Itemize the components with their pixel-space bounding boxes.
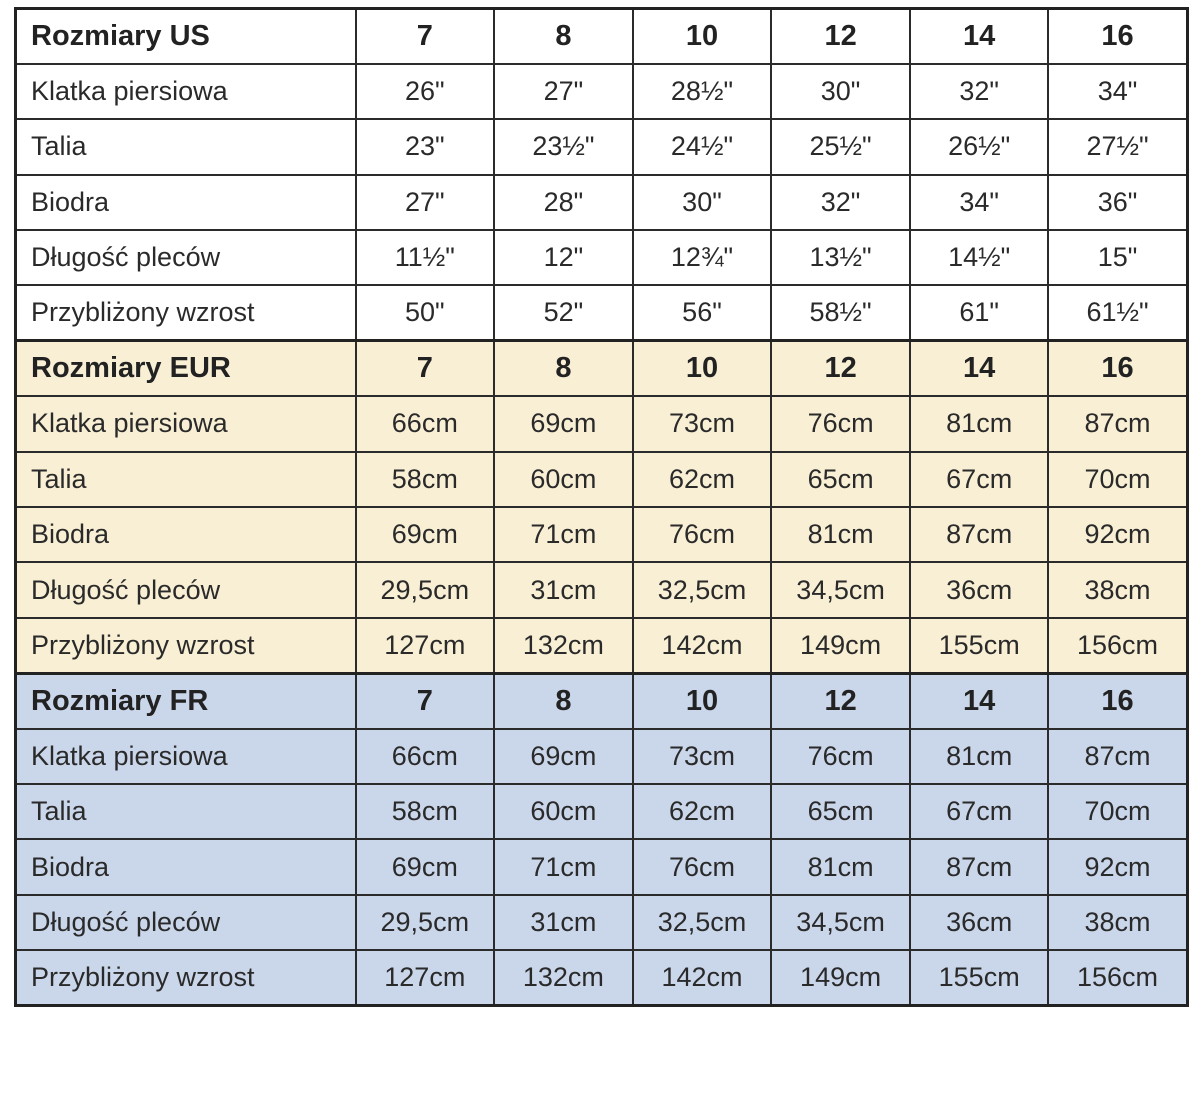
measurement-cell: 69cm	[356, 839, 495, 894]
measurement-cell: 61"	[910, 285, 1049, 340]
row-label: Długość pleców	[16, 895, 356, 950]
measurement-cell: 27"	[356, 175, 495, 230]
row-label: Talia	[16, 784, 356, 839]
size-header-cell: 8	[494, 673, 633, 728]
measurement-cell: 149cm	[771, 950, 910, 1005]
measurement-cell: 29,5cm	[356, 562, 495, 617]
measurement-cell: 67cm	[910, 784, 1049, 839]
row-label: Klatka piersiowa	[16, 396, 356, 451]
section-header-row	[16, 673, 1188, 728]
measurement-cell: 28"	[494, 175, 633, 230]
measurement-cell: 34,5cm	[771, 562, 910, 617]
measurement-cell: 58cm	[356, 452, 495, 507]
measurement-cell: 66cm	[356, 396, 495, 451]
row-label: Biodra	[16, 839, 356, 894]
size-chart-table	[14, 7, 1189, 1007]
size-header-cell: 10	[633, 673, 772, 728]
measurement-cell: 81cm	[910, 729, 1049, 784]
table-row	[16, 175, 1188, 230]
size-header-cell: 12	[771, 341, 910, 396]
row-label: Biodra	[16, 507, 356, 562]
measurement-cell: 69cm	[494, 396, 633, 451]
measurement-cell: 155cm	[910, 618, 1049, 673]
table-row	[16, 618, 1188, 673]
measurement-cell: 34"	[910, 175, 1049, 230]
measurement-cell: 127cm	[356, 618, 495, 673]
measurement-cell: 23½"	[494, 119, 633, 174]
measurement-cell: 31cm	[494, 895, 633, 950]
table-row	[16, 452, 1188, 507]
measurement-cell: 71cm	[494, 839, 633, 894]
size-header-cell: 12	[771, 673, 910, 728]
measurement-cell: 60cm	[494, 452, 633, 507]
measurement-cell: 50"	[356, 285, 495, 340]
measurement-cell: 29,5cm	[356, 895, 495, 950]
measurement-cell: 87cm	[1048, 396, 1187, 451]
measurement-cell: 34,5cm	[771, 895, 910, 950]
size-header-cell: 12	[771, 9, 910, 64]
measurement-cell: 156cm	[1048, 618, 1187, 673]
measurement-cell: 73cm	[633, 396, 772, 451]
measurement-cell: 24½"	[633, 119, 772, 174]
measurement-cell: 142cm	[633, 950, 772, 1005]
measurement-cell: 30"	[771, 64, 910, 119]
size-header-cell: 7	[356, 673, 495, 728]
table-row	[16, 507, 1188, 562]
measurement-cell: 76cm	[771, 729, 910, 784]
measurement-cell: 76cm	[633, 839, 772, 894]
size-header-cell: 7	[356, 9, 495, 64]
section-title: Rozmiary US	[16, 9, 356, 64]
section-header-row	[16, 341, 1188, 396]
measurement-cell: 14½"	[910, 230, 1049, 285]
measurement-cell: 31cm	[494, 562, 633, 617]
measurement-cell: 36cm	[910, 562, 1049, 617]
section-fr	[16, 673, 1188, 1005]
measurement-cell: 76cm	[633, 507, 772, 562]
size-header-cell: 16	[1048, 9, 1187, 64]
table-row	[16, 950, 1188, 1005]
size-header-cell: 7	[356, 341, 495, 396]
measurement-cell: 60cm	[494, 784, 633, 839]
measurement-cell: 58cm	[356, 784, 495, 839]
measurement-cell: 38cm	[1048, 895, 1187, 950]
measurement-cell: 62cm	[633, 784, 772, 839]
table-row	[16, 119, 1188, 174]
row-label: Talia	[16, 452, 356, 507]
table-row	[16, 64, 1188, 119]
measurement-cell: 26"	[356, 64, 495, 119]
measurement-cell: 73cm	[633, 729, 772, 784]
measurement-cell: 87cm	[910, 507, 1049, 562]
measurement-cell: 92cm	[1048, 839, 1187, 894]
measurement-cell: 30"	[633, 175, 772, 230]
row-label: Klatka piersiowa	[16, 729, 356, 784]
measurement-cell: 65cm	[771, 452, 910, 507]
measurement-cell: 12¾"	[633, 230, 772, 285]
measurement-cell: 69cm	[494, 729, 633, 784]
measurement-cell: 142cm	[633, 618, 772, 673]
measurement-cell: 58½"	[771, 285, 910, 340]
measurement-cell: 27"	[494, 64, 633, 119]
measurement-cell: 61½"	[1048, 285, 1187, 340]
size-header-cell: 16	[1048, 341, 1187, 396]
size-header-cell: 10	[633, 9, 772, 64]
row-label: Talia	[16, 119, 356, 174]
table-row	[16, 784, 1188, 839]
measurement-cell: 62cm	[633, 452, 772, 507]
measurement-cell: 32"	[910, 64, 1049, 119]
size-header-cell: 14	[910, 9, 1049, 64]
measurement-cell: 70cm	[1048, 452, 1187, 507]
measurement-cell: 34"	[1048, 64, 1187, 119]
measurement-cell: 156cm	[1048, 950, 1187, 1005]
section-header-row	[16, 9, 1188, 64]
measurement-cell: 67cm	[910, 452, 1049, 507]
measurement-cell: 81cm	[910, 396, 1049, 451]
table-row	[16, 285, 1188, 340]
table-row	[16, 562, 1188, 617]
section-title: Rozmiary EUR	[16, 341, 356, 396]
size-header-cell: 16	[1048, 673, 1187, 728]
section-eur	[16, 341, 1188, 673]
measurement-cell: 27½"	[1048, 119, 1187, 174]
row-label: Przybliżony wzrost	[16, 285, 356, 340]
measurement-cell: 52"	[494, 285, 633, 340]
measurement-cell: 81cm	[771, 507, 910, 562]
measurement-cell: 11½"	[356, 230, 495, 285]
measurement-cell: 149cm	[771, 618, 910, 673]
measurement-cell: 36"	[1048, 175, 1187, 230]
measurement-cell: 32"	[771, 175, 910, 230]
section-title: Rozmiary FR	[16, 673, 356, 728]
size-header-cell: 10	[633, 341, 772, 396]
section-us	[16, 9, 1188, 341]
measurement-cell: 65cm	[771, 784, 910, 839]
measurement-cell: 127cm	[356, 950, 495, 1005]
measurement-cell: 87cm	[910, 839, 1049, 894]
measurement-cell: 12"	[494, 230, 633, 285]
size-header-cell: 8	[494, 9, 633, 64]
row-label: Przybliżony wzrost	[16, 950, 356, 1005]
table-row	[16, 729, 1188, 784]
measurement-cell: 132cm	[494, 950, 633, 1005]
measurement-cell: 81cm	[771, 839, 910, 894]
measurement-cell: 28½"	[633, 64, 772, 119]
measurement-cell: 56"	[633, 285, 772, 340]
measurement-cell: 76cm	[771, 396, 910, 451]
measurement-cell: 26½"	[910, 119, 1049, 174]
measurement-cell: 66cm	[356, 729, 495, 784]
measurement-cell: 23"	[356, 119, 495, 174]
table-row	[16, 839, 1188, 894]
measurement-cell: 15"	[1048, 230, 1187, 285]
size-header-cell: 14	[910, 341, 1049, 396]
measurement-cell: 132cm	[494, 618, 633, 673]
measurement-cell: 87cm	[1048, 729, 1187, 784]
measurement-cell: 13½"	[771, 230, 910, 285]
row-label: Klatka piersiowa	[16, 64, 356, 119]
measurement-cell: 36cm	[910, 895, 1049, 950]
measurement-cell: 92cm	[1048, 507, 1187, 562]
measurement-cell: 38cm	[1048, 562, 1187, 617]
row-label: Długość pleców	[16, 562, 356, 617]
measurement-cell: 70cm	[1048, 784, 1187, 839]
measurement-cell: 69cm	[356, 507, 495, 562]
table-row	[16, 230, 1188, 285]
row-label: Przybliżony wzrost	[16, 618, 356, 673]
measurement-cell: 32,5cm	[633, 562, 772, 617]
measurement-cell: 155cm	[910, 950, 1049, 1005]
measurement-cell: 32,5cm	[633, 895, 772, 950]
measurement-cell: 71cm	[494, 507, 633, 562]
size-header-cell: 8	[494, 341, 633, 396]
table-row	[16, 895, 1188, 950]
measurement-cell: 25½"	[771, 119, 910, 174]
row-label: Biodra	[16, 175, 356, 230]
size-header-cell: 14	[910, 673, 1049, 728]
row-label: Długość pleców	[16, 230, 356, 285]
table-row	[16, 396, 1188, 451]
